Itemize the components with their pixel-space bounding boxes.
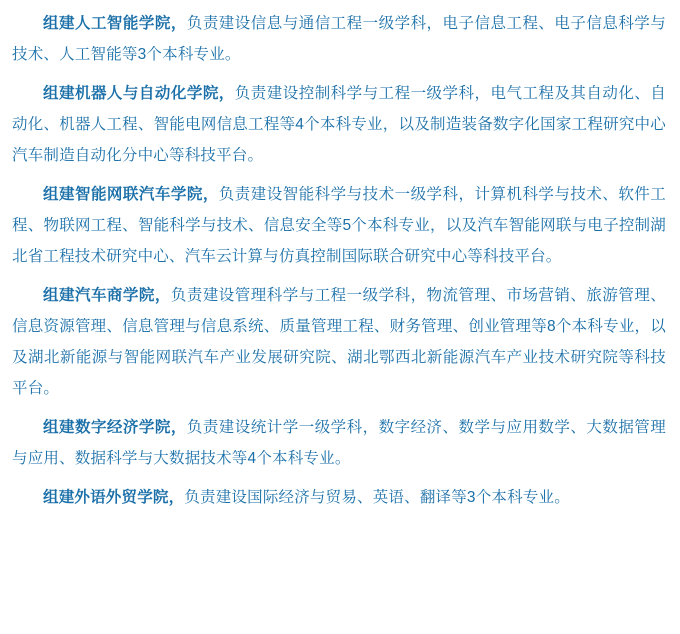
paragraph-lead: 组建智能网联汽车学院，	[43, 186, 219, 203]
paragraph-text: 负责建设智能科学与技术一级学科，计算机科学与技术、软件工程、物联网工程、智能科学与技术、信息安全等5个本科专业，以及汽车智能网联与电子控制湖北省工程技术研究中心、汽车云计算与仿真控制国际联合研究中心等科技平台。	[12, 186, 666, 265]
paragraph	[12, 280, 666, 404]
paragraph-lead: 组建外语外贸学院，	[43, 489, 185, 506]
paragraph-lead: 组建数字经济学院，	[43, 419, 187, 436]
paragraph-text: 负责建设信息与通信工程一级学科，电子信息工程、电子信息科学与技术、人工智能等3个本科专业。	[12, 15, 666, 63]
paragraph-lead: 组建人工智能学院，	[43, 15, 187, 32]
paragraph	[12, 78, 666, 171]
paragraph-text: 负责建设管理科学与工程一级学科，物流管理、市场营销、旅游管理、信息资源管理、信息管理与信息系统、质量管理工程、财务管理、创业管理等8个本科专业，以及湖北新能源与智能网联汽车产业发展研究院、湖北鄂西北新能源汽车产业技术研究院等科技平台。	[12, 287, 666, 397]
paragraph-lead: 组建汽车商学院，	[43, 287, 171, 304]
paragraph	[12, 412, 666, 474]
paragraph-text: 负责建设控制科学与工程一级学科，电气工程及其自动化、自动化、机器人工程、智能电网信息工程等4个本科专业，以及制造装备数字化国家工程研究中心汽车制造自动化分中心等科技平台。	[12, 85, 666, 164]
paragraph-text: 负责建设国际经济与贸易、英语、翻译等3个本科专业。	[184, 489, 570, 506]
paragraph-text: 负责建设统计学一级学科，数字经济、数学与应用数学、大数据管理与应用、数据科学与大数据技术等4个本科专业。	[12, 419, 666, 467]
paragraph	[12, 179, 666, 272]
paragraph	[12, 482, 666, 513]
paragraph	[12, 8, 666, 70]
paragraph-lead: 组建机器人与自动化学院，	[43, 85, 235, 102]
